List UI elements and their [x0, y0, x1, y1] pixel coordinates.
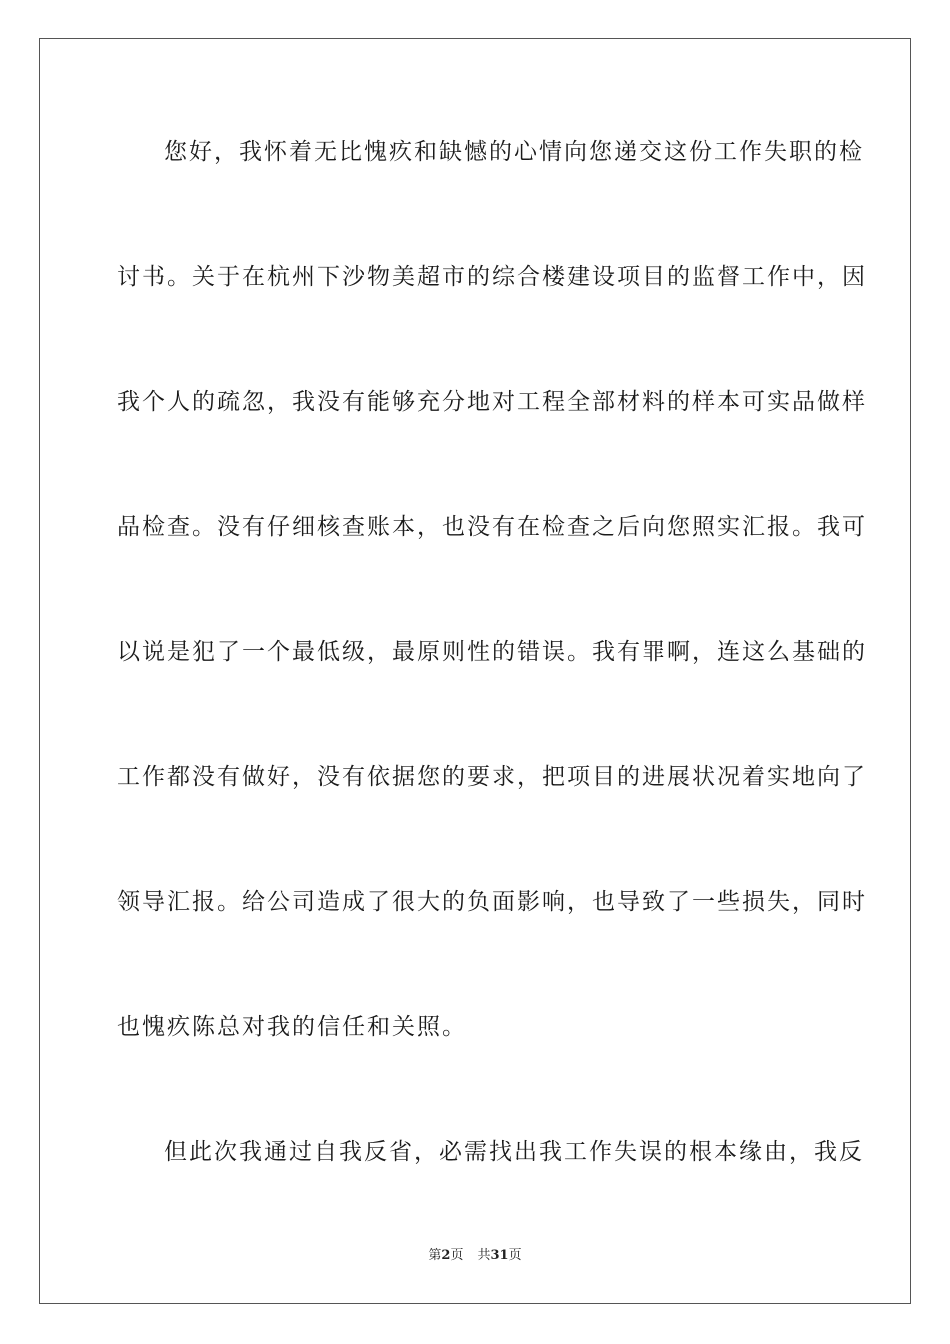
- paragraph-line: 品检查。没有仔细核查账本，也没有在检查之后向您照实汇报。我可: [117, 514, 867, 540]
- paragraph-line: 以说是犯了一个最低级，最原则性的错误。我有罪啊，连这么基础的: [117, 639, 867, 665]
- paragraph-line: 工作都没有做好，没有依据您的要求，把项目的进展状况着实地向了: [117, 764, 867, 790]
- page-footer: [0, 1247, 950, 1265]
- total-pages-indicator: 共31页: [477, 1248, 522, 1263]
- paragraph-line: 但此次我通过自我反省，必需找出我工作失误的根本缘由，我反: [164, 1139, 864, 1165]
- current-page-number: 2: [441, 1248, 451, 1263]
- paragraph-line: 也愧疚陈总对我的信任和关照。: [117, 1014, 467, 1040]
- paragraph-line: 讨书。关于在杭州下沙物美超市的综合楼建设项目的监督工作中，因: [117, 264, 867, 290]
- page-frame: [39, 38, 911, 1304]
- paragraph-line: 领导汇报。给公司造成了很大的负面影响，也导致了一些损失，同时: [117, 889, 867, 915]
- total-pages-number: 31: [490, 1248, 509, 1263]
- paragraph-line: 您好，我怀着无比愧疚和缺憾的心情向您递交这份工作失职的检: [164, 139, 864, 165]
- page-indicator: 第2页: [428, 1248, 464, 1263]
- paragraph-line: 我个人的疏忽，我没有能够充分地对工程全部材料的样本可实品做样: [117, 389, 867, 415]
